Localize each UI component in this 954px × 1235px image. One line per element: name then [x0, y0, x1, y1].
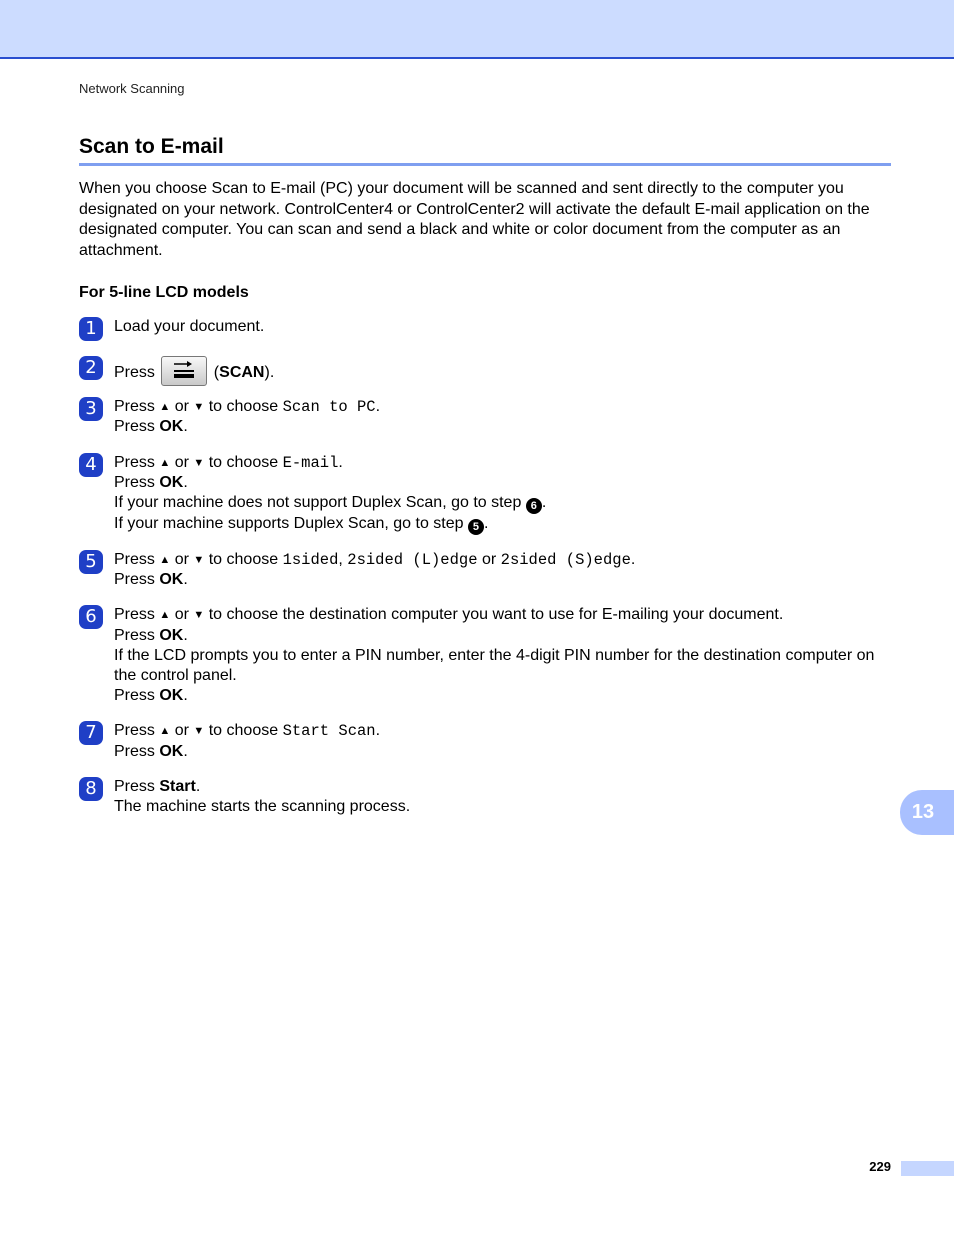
ok-label: OK: [159, 742, 184, 760]
step-text: Press: [114, 398, 155, 416]
lcd-option: Scan to PC: [282, 398, 376, 417]
step-number: 4: [79, 453, 103, 477]
step-text: or: [174, 606, 189, 624]
intro-paragraph: When you choose Scan to E-mail (PC) your document will be scanned and sent directly to the computer you designated on your network. ControlCenter4 or ControlCenter2 will activate the default E-mail application on the designated computer. You can scan and send a black and white or color document from the computer as an attachment.: [79, 180, 870, 259]
step-5: 5 Press ▲ or ▼ to choose 1sided, 2sided (L)edge or 2sided (S)edge. Press OK.: [79, 550, 891, 590]
down-arrow-icon: ▼: [193, 401, 205, 414]
lcd-option: Start Scan: [282, 722, 376, 741]
step-text: Press: [114, 687, 155, 705]
step-text: to choose: [208, 398, 279, 416]
step-text: to choose: [208, 551, 279, 569]
up-arrow-icon: ▲: [159, 401, 171, 414]
ok-label: OK: [159, 473, 184, 491]
step-text: If your machine does not support Duplex Scan, go to step: [114, 494, 522, 512]
step-6: 6 Press ▲ or ▼ to choose the destination computer you want to use for E-mailing your document. Press OK. If the LCD prompts you to enter a PIN number, enter the 4-digit PIN number for the destination computer on the control panel. Press OK.: [79, 605, 891, 706]
scan-label: SCAN: [219, 364, 265, 382]
up-arrow-icon: ▲: [159, 725, 171, 738]
page-tab: [901, 1161, 954, 1176]
step-ref-6[interactable]: 6: [526, 498, 542, 514]
step-text: If the LCD prompts you to enter a PIN number, enter the 4-digit PIN number for the destination computer on the control panel.: [114, 646, 875, 685]
step-text: to choose: [208, 722, 279, 740]
step-text: Press: [114, 551, 155, 569]
step-2: 2 Press (SCAN).: [79, 352, 891, 386]
ok-label: OK: [159, 687, 184, 705]
step-text: or: [481, 551, 497, 569]
step-text: Press: [114, 473, 155, 491]
page-number: 229: [869, 1159, 891, 1174]
ok-label: OK: [159, 571, 184, 589]
lcd-option: E-mail: [282, 453, 339, 472]
step-number: 7: [79, 721, 103, 745]
step-text: The machine starts the scanning process.: [114, 798, 411, 816]
step-3: 3 Press ▲ or ▼ to choose Scan to PC. Press OK.: [79, 397, 891, 437]
step-text: Press: [114, 418, 155, 436]
step-text: Press: [114, 453, 155, 471]
step-text: Press: [114, 364, 155, 382]
step-text: to choose: [208, 453, 279, 471]
step-text: Press: [114, 742, 155, 760]
up-arrow-icon: ▲: [159, 609, 171, 622]
scan-key-icon: [161, 356, 207, 386]
ok-label: OK: [159, 626, 184, 644]
step-text: or: [174, 722, 189, 740]
up-arrow-icon: ▲: [159, 456, 171, 469]
step-text: Load your document.: [114, 318, 265, 335]
running-header: Network Scanning: [79, 81, 185, 96]
step-number: 2: [79, 356, 103, 380]
step-number: 3: [79, 397, 103, 421]
section-title: Scan to E-mail: [79, 135, 891, 166]
step-text: or: [174, 398, 189, 416]
step-8: 8 Press Start. The machine starts the scanning process.: [79, 777, 891, 817]
step-text: Press: [114, 571, 155, 589]
step-text: or: [174, 453, 189, 471]
lcd-option: 1sided: [282, 551, 339, 570]
step-text: Press: [114, 626, 155, 644]
chapter-tab: 13: [900, 790, 954, 835]
step-7: 7 Press ▲ or ▼ to choose Start Scan. Press OK.: [79, 721, 891, 761]
down-arrow-icon: ▼: [193, 456, 205, 469]
lcd-option: 2sided (S)edge: [500, 551, 631, 570]
step-text: Press: [114, 606, 155, 624]
up-arrow-icon: ▲: [159, 554, 171, 567]
step-text: Press: [114, 722, 155, 740]
step-text: Press: [114, 777, 155, 795]
step-number: 1: [79, 317, 103, 341]
step-list: [79, 317, 891, 832]
step-1: [79, 317, 891, 337]
down-arrow-icon: ▼: [193, 725, 205, 738]
down-arrow-icon: ▼: [193, 609, 205, 622]
step-ref-5[interactable]: 5: [468, 519, 484, 535]
lcd-option: 2sided (L)edge: [347, 551, 478, 570]
start-label: Start: [159, 777, 196, 795]
step-text: to choose the destination computer you want to use for E-mailing your document.: [208, 606, 784, 624]
subheading: For 5-line LCD models: [79, 284, 249, 301]
step-number: 6: [79, 605, 103, 629]
down-arrow-icon: ▼: [193, 554, 205, 567]
step-number: 8: [79, 777, 103, 801]
ok-label: OK: [159, 418, 184, 436]
step-number: 5: [79, 550, 103, 574]
step-text: or: [174, 551, 189, 569]
top-band: [0, 0, 954, 59]
step-text: If your machine supports Duplex Scan, go to step: [114, 515, 464, 533]
step-4: 4 Press ▲ or ▼ to choose E-mail. Press OK. If your machine does not support Duplex Scan, go to step 6 . If your machine supports Duplex Scan, go to step 5 .: [79, 453, 891, 535]
